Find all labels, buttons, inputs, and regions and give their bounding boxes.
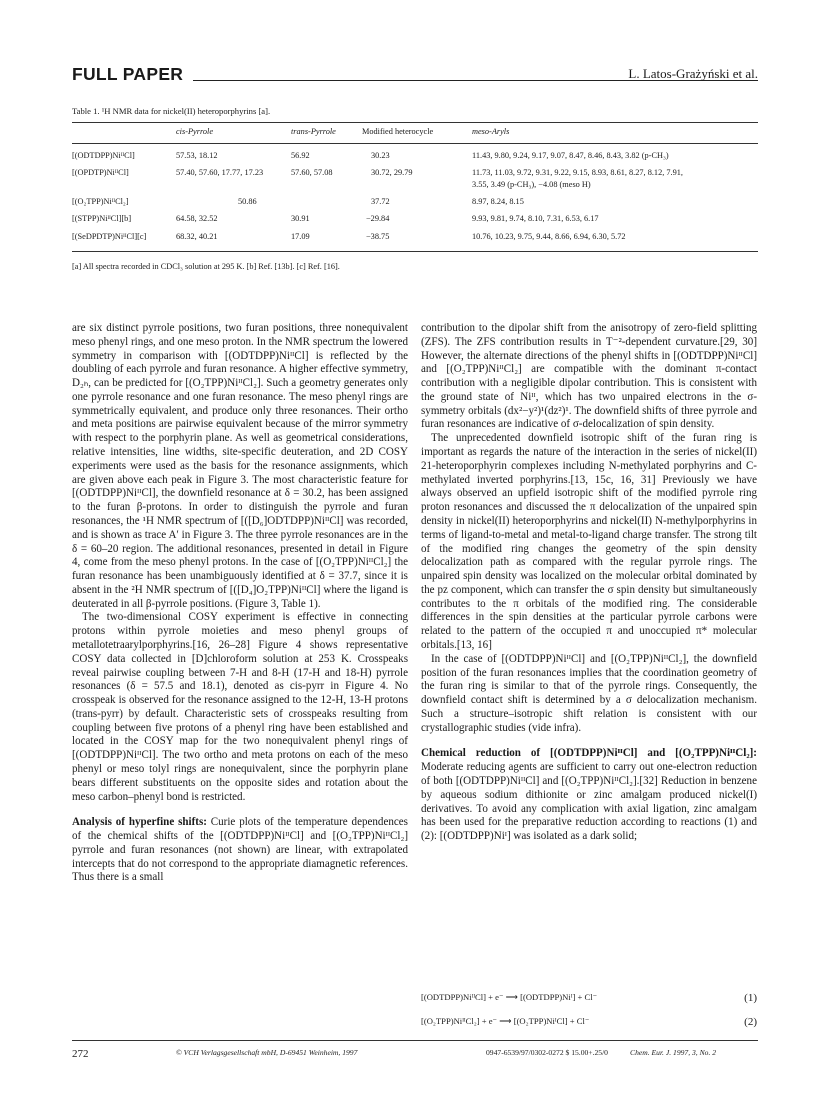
- page-number: 272: [72, 1048, 89, 1060]
- table-cell-meso: 8.97, 8.24, 8.15: [472, 197, 524, 206]
- table-cell-modified: −38.75: [366, 232, 390, 241]
- table-cell-cis: 57.53, 18.12: [176, 151, 218, 160]
- body-paragraph: contribution to the dipolar shift from the anisotropy of zero-field splitting (ZFS). The ZFS contribution results in T⁻²-dependent curvature.[29, 30] However, the alternate directions of the phenyl shifts in [(ODTDPP)NiᴵᴵCl] and [(O₂TPP)NiᴵᴵCl₂] are compatible with the dominant π-contact contribution with a negligible dipolar contribution. This is consistent with the ground state of Niᴵᴵ, which has two unpaired electrons in the σ-symmetry orbitals (dx²−y²)¹(dz²)¹. The downfield shifts of three pyrrole and furan resonances are indicative of σ-delocalization of spin density.: [421, 322, 757, 431]
- table-caption: Table 1. ¹H NMR data for nickel(II) heteroporphyrins [a].: [72, 106, 271, 116]
- table-cell-trans: 30.91: [291, 214, 310, 223]
- section-heading-reduction: Chemical reduction of [(ODTDPP)NiᴵᴵCl] and [(O₂TPP)NiᴵᴵCl₂]:: [421, 747, 757, 760]
- table-top-rule: [72, 122, 758, 123]
- table-cell-cis: 50.86: [238, 197, 257, 206]
- table-cell-trans: 56.92: [291, 151, 310, 160]
- body-paragraph: The unprecedented downfield isotropic shift of the furan ring is important as regards the nature of the interaction in the series of nickel(II) 21-heteroporphyrin complexes including N-methylated porphyrins and C-methylated inverted porphyrins.[13, 15c, 16, 31] Previously we have always observed an upfield isotropic shift of the modified pyrrole ring proton resonances and discussed the π delocalization of the unpaired spin density in nickel(II) heteroporphyrins and nickel(II) N-methylporphyrins in terms of ligand-to-metal and metal-to-ligand charge transfer. The strong tilt of the modified ring changes the geometry of the spin density delocalization path as compared with the regular pyrrole rings. The unpaired spin density was localized on the molecular orbital dominated by the pz component, which can transfer the σ spin density but simultaneously contributes to the π orbitals of the modified ring. The considerable differences in the spin densities at the particular pyrrole carbons were related to the pattern of the occupied π and unoccupied π* molecular orbitals.[13, 16]: [421, 432, 757, 651]
- table-row-compound: [(STPP)NiᴵᴵCl][b]: [72, 214, 132, 223]
- table-cell-modified: 30.23: [371, 151, 390, 160]
- table-header-trans: trans-Pyrrole: [291, 127, 336, 136]
- left-column: [72, 322, 408, 885]
- equation: [421, 992, 757, 1016]
- table-bottom-rule: [72, 251, 758, 252]
- table-header-meso: meso-Aryls: [472, 127, 510, 136]
- table-cell-meso: 11.73, 11.03, 9.72, 9.31, 9.22, 9.15, 8.93, 8.61, 8.27, 8.12, 7.91,: [472, 168, 683, 177]
- table-header-cis: cis-Pyrrole: [176, 127, 214, 136]
- equation-text: [(O₂TPP)NiᴵᴵCl₂] + e⁻ ⟶ [(O₂TPP)NiᴵCl] + Cl⁻: [421, 1016, 590, 1026]
- section-heading-hyperfine: Analysis of hyperfine shifts:: [72, 816, 207, 829]
- table-cell-meso: 10.76, 10.23, 9.75, 9.44, 8.66, 6.94, 6.30, 5.72: [472, 232, 626, 241]
- table-cell-meso: 11.43, 9.80, 9.24, 9.17, 9.07, 8.47, 8.46, 8.43, 3.82 (p-CH₃): [472, 151, 669, 160]
- section-text: Curie plots of the temperature dependences of the chemical shifts of the [(ODTDPP)NiᴵᴵCl] and [(O₂TPP)NiᴵᴵCl₂] pyrrole and furan resonances (not shown) are linear, with extrapolated intercepts that do not correspond to the appropriate diamagnetic references. Thus there is a small: [72, 816, 408, 884]
- table-header-rule: [72, 143, 758, 144]
- table-cell-trans: 17.09: [291, 232, 310, 241]
- table-row-compound: [(ODTDPP)NiᴵᴵCl]: [72, 151, 135, 160]
- table-cell-cis: 64.58, 32.52: [176, 214, 218, 223]
- table-cell-cis: 68.32, 40.21: [176, 232, 218, 241]
- section-text: Moderate reducing agents are sufficient to carry out one-electron reduction of both [(ODTDPP)NiᴵᴵCl] and [(O₂TPP)NiᴵᴵCl₂].[32] Reduction in benzene by aqueous sodium dithionite or zinc amalgam produced nickel(I) derivatives. To avoid any complication with axial ligation, zinc amalgam has been used for the preparative reduction according to reactions (1) and (2): [(ODTDPP)Niᴵ] was isolated as a dark solid;: [421, 761, 757, 843]
- table-cell-cis: 57.40, 57.60, 17.77, 17.23: [176, 168, 264, 177]
- equation: [421, 1016, 757, 1040]
- section-label: FULL PAPER: [72, 64, 184, 84]
- table-cell-modified: 37.72: [371, 197, 390, 206]
- issn-line: 0947-6539/97/0302-0272 $ 15.00+.25/0: [486, 1048, 608, 1057]
- body-paragraph: The two-dimensional COSY experiment is effective in connecting protons within pyrrole moieties and meso phenyl groups of metallotetraarylporphyrins.[16, 26–28] Figure 4 shows representative COSY data collected in [D]chloroform solution at 253 K. Crosspeaks reveal pairwise coupling between 7-H and 8-H (17-H and 18-H) pyrrole resonances (δ = 57.5 and 18.1), denoted as cis-pyrr in Figure 4. No crosspeak is observed for the resonance assigned to the 12-H, 13-H protons (trans-pyrr) by default. Characteristic sets of crosspeaks resulting from coupling between five protons of a phenyl ring have been established and located in the COSY map for the two nonequivalent phenyl rings of [(ODTDPP)NiᴵᴵCl]. The two ortho and meta protons on each of the meso phenyl or meso tolyl rings are nonequivalent, since the porphyrin plane bears different substituents on the opposite sides and rotation about the meso carbon–phenyl bond is restricted.: [72, 611, 408, 803]
- journal-citation: Chem. Eur. J. 1997, 3, No. 2: [630, 1048, 717, 1057]
- table-row-compound: [(SeDPDTP)NiᴵᴵCl][c]: [72, 232, 147, 241]
- table-cell-trans: 57.60, 57.08: [291, 168, 333, 177]
- running-authors: L. Latos-Grażyński et al.: [628, 66, 758, 81]
- equation-number: (1): [744, 992, 757, 1004]
- table-row-compound: [(O₂TPP)NiᴵᴵCl₂]: [72, 197, 129, 206]
- publisher-line: © VCH Verlagsgesellschaft mbH, D-69451 Weinheim, 1997: [176, 1048, 358, 1057]
- body-paragraph: are six distinct pyrrole positions, two furan positions, three nonequivalent meso phenyl rings, and one meso proton. In the NMR spectrum the lowered symmetry in comparison with [(ODTDPP)NiᴵᴵCl] is reflected by the doubling of each pyrrole and furan resonance. A higher effective symmetry, D₂ₕ, can be predicted for [(O₂TPP)NiᴵᴵCl₂]. Such a geometry generates only one pyrrole resonance and one furan resonance. The meso phenyl rings are symmetrically equivalent, and produce only three resonances. Their ortho and meta positions are pairwise equivalent because of the mirror symmetry with respect to the porphyrin plane. As well as geometrical considerations, relative intensities, line widths, site-specific deuteration, and 2D COSY experiments were used as the basis for the resonance assignments, which are given above each peak in Figure 3. The most characteristic feature for [(ODTDPP)NiᴵᴵCl], the downfield resonance at δ = 30.2, has been assigned to the furan β-protons. In order to distinguish the pyrrole and furan resonances, the ¹H NMR spectrum of [([D₆]ODTDPP)NiᴵᴵCl] was recorded, and is shown as trace A′ in Figure 3. The three pyrrole resonances are in the δ = 60–20 region. The additional resonances, presented in detail in Figure 4, come from the meso phenyl protons. In the case of [(O₂TPP)NiᴵᴵCl₂] the furan resonance has been unambiguously identified at δ = 37.7, since it is absent in the ²H NMR spectrum of [([D₄]O₂TPP)NiᴵᴵCl] where the ligand is deuterated in all β-pyrrole positions. (Figure 3, Table 1).: [72, 322, 408, 610]
- table-cell-modified: −29.84: [366, 214, 390, 223]
- footer-rule: [72, 1040, 758, 1041]
- body-paragraph: In the case of [(ODTDPP)NiᴵᴵCl] and [(O₂TPP)NiᴵᴵCl₂], the downfield position of the furan resonances implies that the coordination geometry of the furan ring is similar to that of the pyrrole rings. Consequently, the downfield contact shift is determined by a σ delocalization mechanism. Such a structure–isotropic shift relation is consistent with our crystallographic studies (vide infra).: [421, 652, 757, 734]
- equation-number: (2): [744, 1016, 757, 1028]
- table-cell-meso: 9.93, 9.81, 9.74, 8.10, 7.31, 6.53, 6.17: [472, 214, 599, 223]
- equations: [421, 992, 757, 1040]
- table-footnote: [a] All spectra recorded in CDCl₃ solution at 295 K. [b] Ref. [13b]. [c] Ref. [16].: [72, 262, 340, 271]
- equation-text: [(ODTDPP)NiᴵᴵCl] + e⁻ ⟶ [(ODTDPP)Niᴵ] + Cl⁻: [421, 992, 598, 1002]
- table-header-modified: Modified heterocycle: [362, 127, 434, 136]
- table-row-compound: [(OPDTP)NiᴵᴵCl]: [72, 168, 129, 177]
- table-cell-modified: 30.72, 29.79: [371, 168, 413, 177]
- table-cell-meso-cont: 3.55, 3.49 (p-CH₃), −4.08 (meso H): [472, 180, 591, 189]
- right-column: [421, 322, 757, 844]
